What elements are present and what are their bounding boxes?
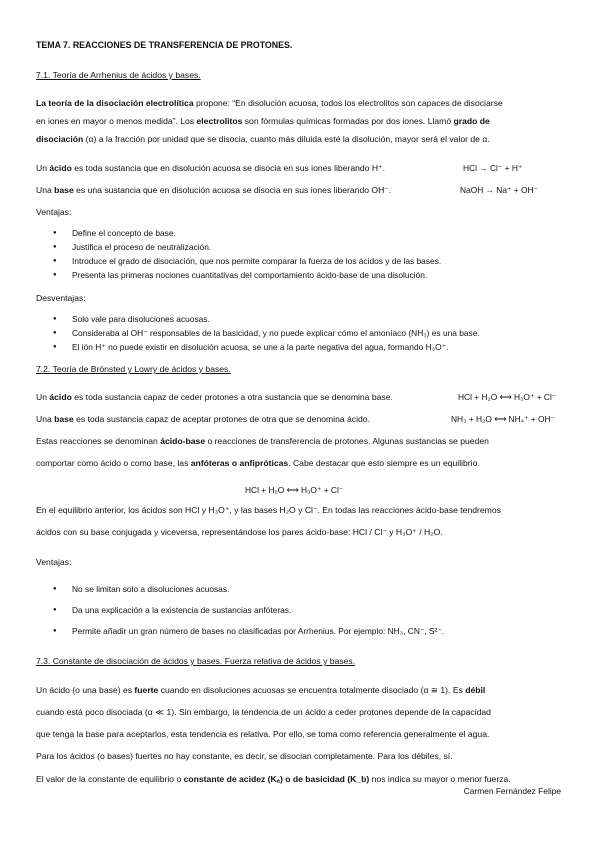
list-item: ● Justifica el proceso de neutralización. xyxy=(54,242,193,253)
paragraph-line: comportar como ácido o como base, las anfóteras o anfipróticas. Cabe destacar que esto siempre es un equilibrio. xyxy=(36,458,480,468)
paragraph-line: El valor de la constante de equilibrio o constante de acidez (Kₐ) o de basicidad (K_b) nos indica su mayor o menor fuerza. xyxy=(36,774,511,784)
disadvantages-label: Desventajas: xyxy=(36,293,86,303)
author-signature: Carmen Fernández Felipe xyxy=(463,786,561,796)
base-definition: Una base es una sustancia que en disolución acuosa se disocia en sus iones liberando OH⁻. xyxy=(36,185,392,195)
acid-equation: HCl → Cl⁻ + H⁺ xyxy=(463,163,523,173)
paragraph-line: cuando está poco disociada (α ≪ 1). Sin embargo, la tendencia de un ácido a ceder protones depende de la capacidad xyxy=(36,707,491,717)
list-item: ● Define el concepto de base. xyxy=(54,228,158,239)
base-definition: Una base es toda sustancia capaz de aceptar protones de otra que se denomina ácido. xyxy=(36,414,370,424)
paragraph-line: ácidos con su base conjugada y viceversa, representándose los pares ácido-base: HCl / Cl⁻ y H₃O⁺ / H₂O. xyxy=(36,527,443,537)
advantages-label: Ventajas: xyxy=(36,557,72,567)
list-item: ● Presenta las primeras nociones cuantitativas del comportamiento ácido-base de una disolución. xyxy=(54,270,409,281)
section-heading-arrhenius: 7.1. Teoría de Arrhenius de ácidos y bases. xyxy=(36,70,201,80)
paragraph-line: Para los ácidos (o bases) fuertes no hay constante, es decir, se disocian completamente. Para los débiles, sí. xyxy=(36,751,453,761)
acid-equation: HCl + H₂O ⟷ H₃O⁺ + Cl⁻ xyxy=(458,392,557,402)
list-item: ● Consideraba al OH⁻ responsables de la basicidad, y no puede explicar cómo el amoníaco (NH₃) es una base. xyxy=(54,328,462,339)
paragraph-line: Estas reacciones se denominan ácido-base o reacciones de transferencia de protones. Algunas sustancias se pueden xyxy=(36,436,489,446)
list-item: ● Introduce el grado de disociación, que nos permite comparar la fuerza de los ácidos y de las bases. xyxy=(54,256,423,267)
centered-equation: HCl + H₂O ⟷ H₃O⁺ + Cl⁻ xyxy=(245,485,344,495)
acid-definition: Un ácido es toda sustancia capaz de ceder protones a otra sustancia que se denomina base. xyxy=(36,392,393,402)
base-equation: NH₃ + H₂O ⟷ NH₄⁺ + OH⁻ xyxy=(451,414,555,424)
advantages-label: Ventajas: xyxy=(36,207,72,217)
paragraph-line: en iones en mayor o menos medida”. Los electrolitos son fórmulas químicas formadas por dos iones. Llamó grado de xyxy=(36,116,490,126)
document-title: TEMA 7. REACCIONES DE TRANSFERENCIA DE PROTONES. xyxy=(36,40,293,50)
section-heading-bronsted: 7.2. Teoría de Brönsted y Lowry de ácidos y bases. xyxy=(36,364,231,374)
paragraph-line: La teoría de la disociación electrolítica propone: “En disolución acuosa, todos los electrolitos son capaces de disociarse xyxy=(36,98,503,108)
paragraph-line: En el equilibrio anterior, los ácidos son HCl y H₃O⁺, y las bases H₂O y Cl⁻. En todas las reacciones ácido-base tendremos xyxy=(36,505,501,515)
base-equation: NaOH → Na⁺ + OH⁻ xyxy=(460,185,538,195)
section-heading-constants: 7.3. Constante de disociación de ácidos y bases. Fuerza relativa de ácidos y bases. xyxy=(36,656,356,666)
list-item: ● Permite añadir un gran número de bases no clasificadas por Arrhenius. Por ejemplo: NH₃, CN⁻, S²⁻. xyxy=(54,626,426,637)
paragraph-line: que tenga la base para aceptarlos, esta tendencia es relativa. Por ello, se toma como referencia generalmente el agua. xyxy=(36,729,490,739)
paragraph-line: disociación (α) a la fracción por unidad que se disocia, cuanto más diluida esté la disolución, mayor será el valor de α. xyxy=(36,134,490,144)
list-item: ● Solo vale para disoluciones acuosas. xyxy=(54,314,192,325)
acid-definition: Un ácido es toda sustancia que en disolución acuosa se disocia en sus iones liberando H⁺. xyxy=(36,163,385,173)
list-item: ● El ión H⁺ no puede existir en disolución acuosa, se une a la parte negativa del agua, formando H₃O⁺. xyxy=(54,342,430,353)
list-item: ● No se limitan solo a disoluciones acuosas. xyxy=(54,584,211,595)
list-item: ● Da una explicación a la existencia de sustancias anfóteras. xyxy=(54,605,273,616)
paragraph-line: Un ácido (o una base) es fuerte cuando en disoluciones acuosas se encuentra totalmente disociado (α ≅ 1). Es débil xyxy=(36,685,486,695)
